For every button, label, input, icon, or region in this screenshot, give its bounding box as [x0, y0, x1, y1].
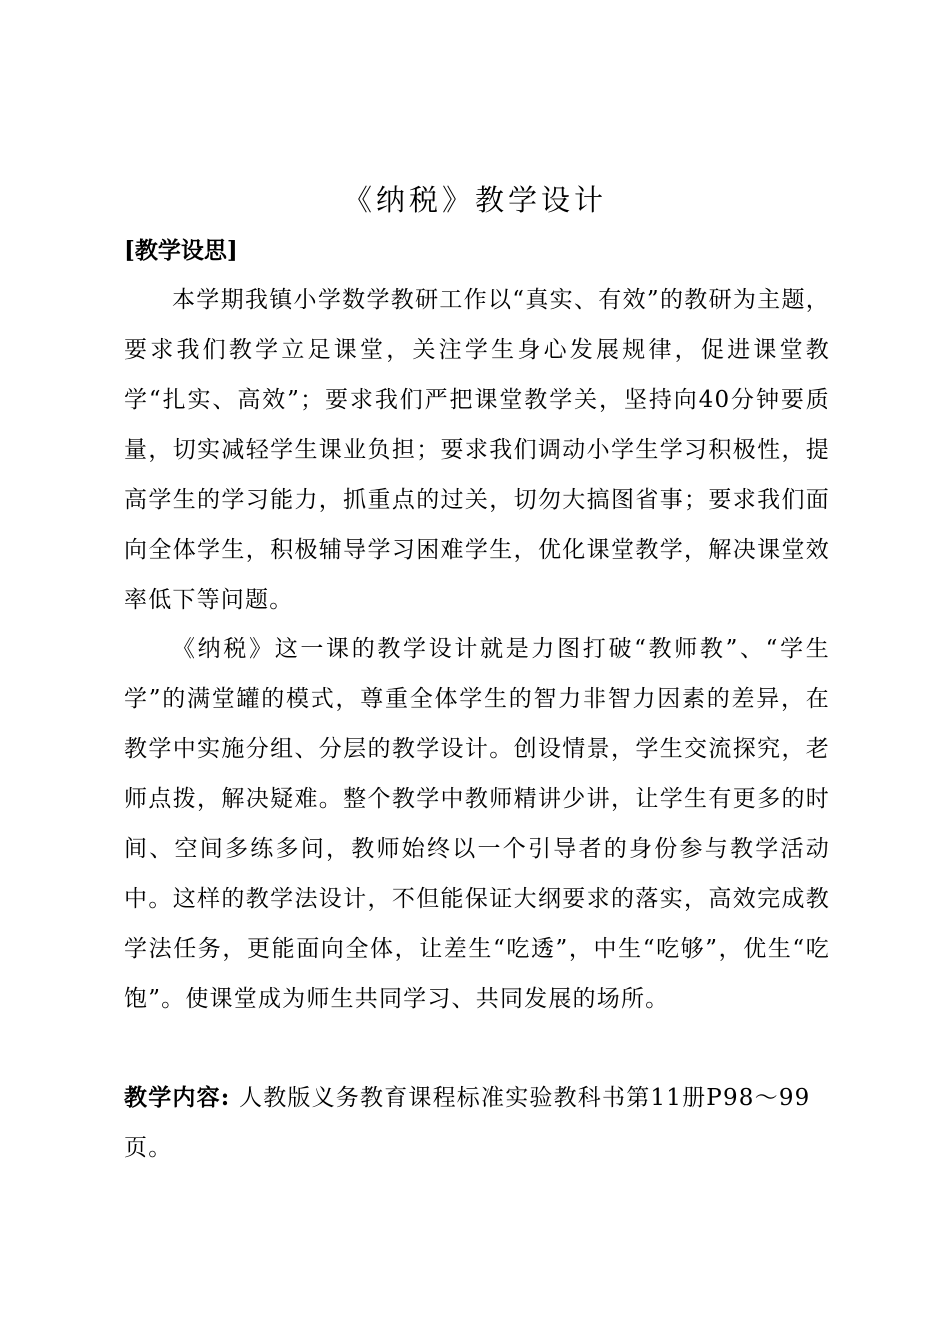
teaching-content-label: 教学内容: — [124, 1084, 231, 1111]
section-heading: [教学设思] — [124, 237, 238, 264]
teaching-content-text: 人教版义务教育课程标准实验教科书第11册P98～99页。 — [124, 1085, 811, 1161]
paragraph-teaching-concept-1: 本学期我镇小学数学教研工作以“真实、有效”的教研为主题，要求我们教学立足课堂，关注学生身心发展规律，促进课堂教学“扎实、高效”；要求我们严把课堂教学关，坚持向40分钟要质量，切实减轻学生课业负担；要求我们调动小学生学习积极性，提高学生的学习能力，抓重点的过关，切勿大搞图省事；要求我们面向全体学生，积极辅导学习困难学生，优化课堂教学，解决课堂效率低下等问题。 — [124, 287, 830, 613]
document-title: 《纳税》教学设计 — [342, 183, 607, 217]
teaching-content-line — [124, 1073, 830, 1173]
paragraph-teaching-concept-2: 《纳税》这一课的教学设计就是力图打破“教师教”、“学生学”的满堂罐的模式，尊重全体学生的智力非智力因素的差异，在教学中实施分组、分层的教学设计。创设情景，学生交流探究，老师点拨，解决疑难。整个教学中教师精讲少讲，让学生有更多的时间、空间多练多问，教师始终以一个引导者的身份参与教学活动中。这样的教学法设计，不但能保证大纲要求的落实，高效完成教学法任务，更能面向全体，让差生“吃透”，中生“吃够”，优生“吃饱”。使课堂成为师生共同学习、共同发展的场所。 — [124, 636, 830, 1012]
